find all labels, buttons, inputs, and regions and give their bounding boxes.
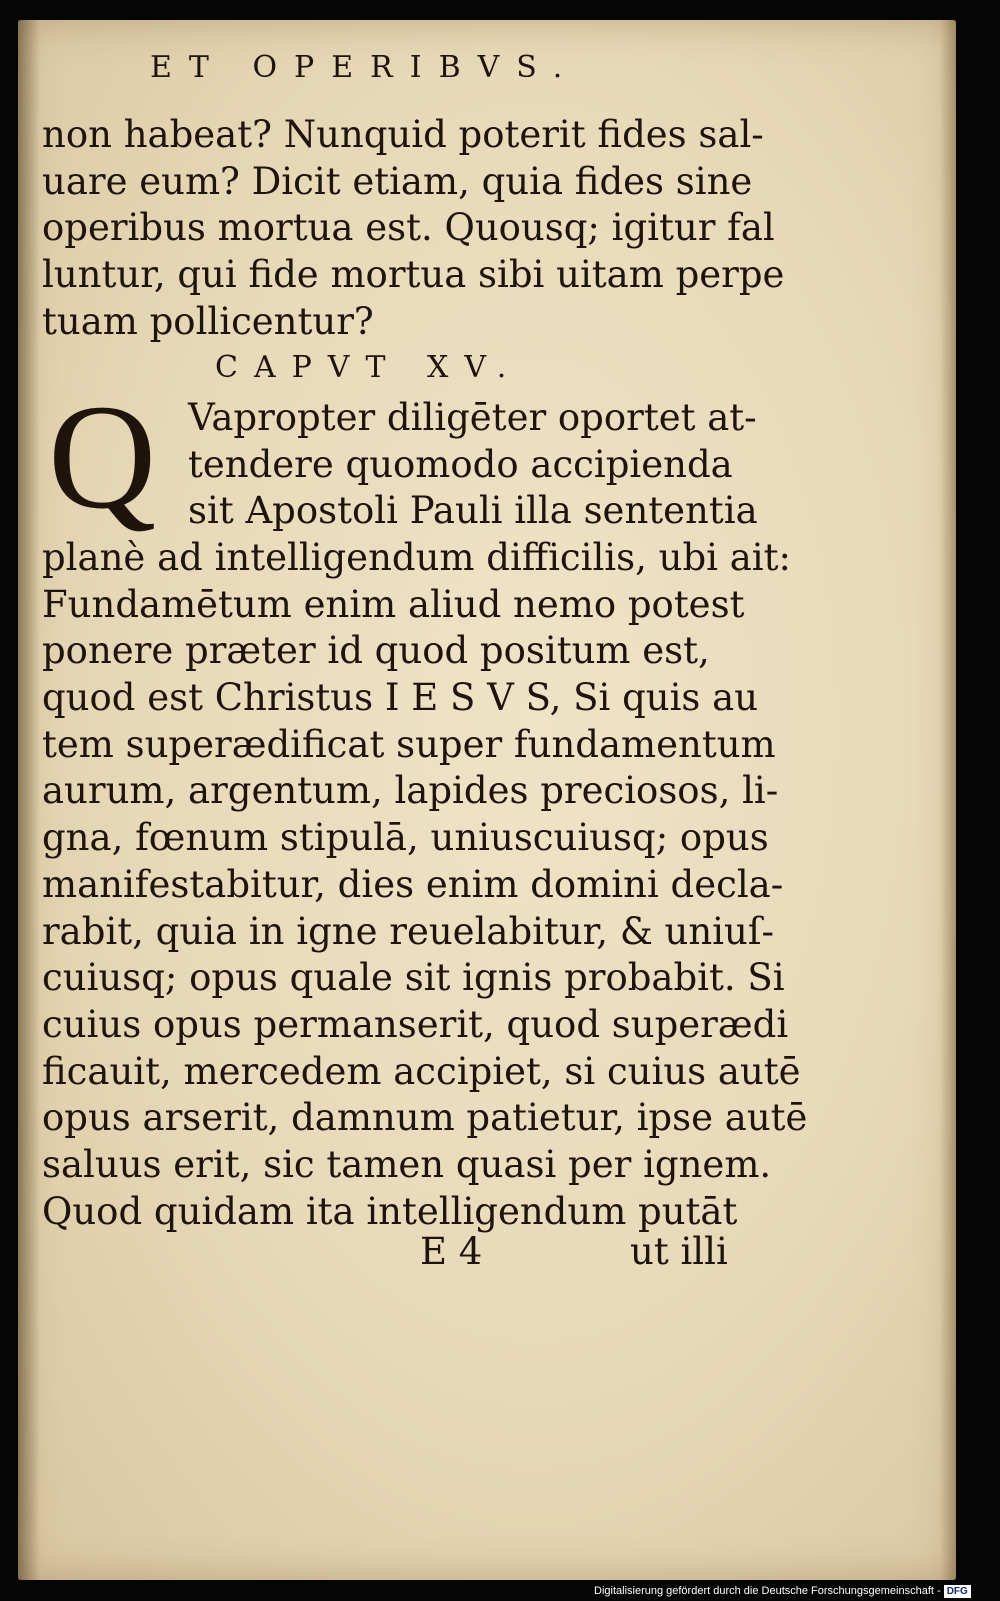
text-line: tem superædificat super fundamentum bbox=[42, 722, 776, 766]
text-line: manifestabitur, dies enim domini decla- bbox=[42, 862, 784, 906]
drop-capital: Q bbox=[48, 374, 157, 540]
dfg-logo: DFG bbox=[944, 1585, 971, 1598]
signature-mark: E 4 bbox=[420, 1230, 483, 1273]
text-line: tuam pollicentur? bbox=[42, 299, 374, 343]
text-line: cuiusq; opus quale sit ignis probabit. Si bbox=[42, 956, 785, 1000]
text-line: sit Apostoli Pauli illa sententia bbox=[188, 489, 758, 533]
text-line: rabit, quia in igne reuelabitur, & uniuſ- bbox=[42, 909, 775, 953]
spine-shadow bbox=[18, 20, 40, 1580]
dropcap-lines bbox=[188, 395, 758, 535]
text-line: uare eum? Dicit etiam, quia fides sine bbox=[42, 159, 753, 203]
catchword: ut illi bbox=[630, 1230, 728, 1273]
text-line: luntur, qui fide mortua sibi uitam perpe bbox=[42, 253, 785, 297]
paragraph-one bbox=[42, 112, 785, 345]
text-line: opus arserit, damnum patietur, ipse autē bbox=[42, 1096, 808, 1140]
page-edge bbox=[940, 20, 956, 1580]
text-line: gna, fœnum stipulā, uniuscuiusq; opus bbox=[42, 816, 769, 860]
text-line: Vapropter diligēter oportet at- bbox=[188, 396, 757, 439]
text-line: ficauit, mercedem accipiet, si cuius autē bbox=[42, 1049, 801, 1093]
text-line: quod est Christus I E S V S, Si quis au bbox=[42, 676, 759, 720]
text-line: tendere quomodo accipienda bbox=[188, 442, 733, 486]
running-head: ET OPERIBVS. bbox=[150, 50, 580, 85]
credit-text: Digitalisierung gefördert durch die Deutsche Forschungsgemeinschaft - bbox=[594, 1585, 941, 1597]
text-line: saluus erit, sic tamen quasi per ignem. bbox=[42, 1142, 772, 1186]
text-line: operibus mortua est. Quousq; igitur fal bbox=[42, 206, 775, 250]
chapter-heading: CAPVT XV. bbox=[215, 350, 523, 385]
text-line: non habeat? Nunquid poterit fides sal- bbox=[42, 113, 764, 156]
text-line: ponere præter id quod positum est, bbox=[42, 629, 710, 673]
text-line: aurum, argentum, lapides preciosos, li- bbox=[42, 769, 779, 813]
text-line: cuius opus permanserit, quod superædi bbox=[42, 1002, 789, 1046]
paragraph-two bbox=[42, 535, 808, 1235]
text-line: Quod quidam ita intelligendum putāt bbox=[42, 1189, 738, 1233]
digitization-credit bbox=[594, 1583, 986, 1599]
text-line: planè ad intelligendum difficilis, ubi ait: bbox=[42, 536, 791, 579]
text-line: Fundamētum enim aliud nemo potest bbox=[42, 582, 745, 626]
